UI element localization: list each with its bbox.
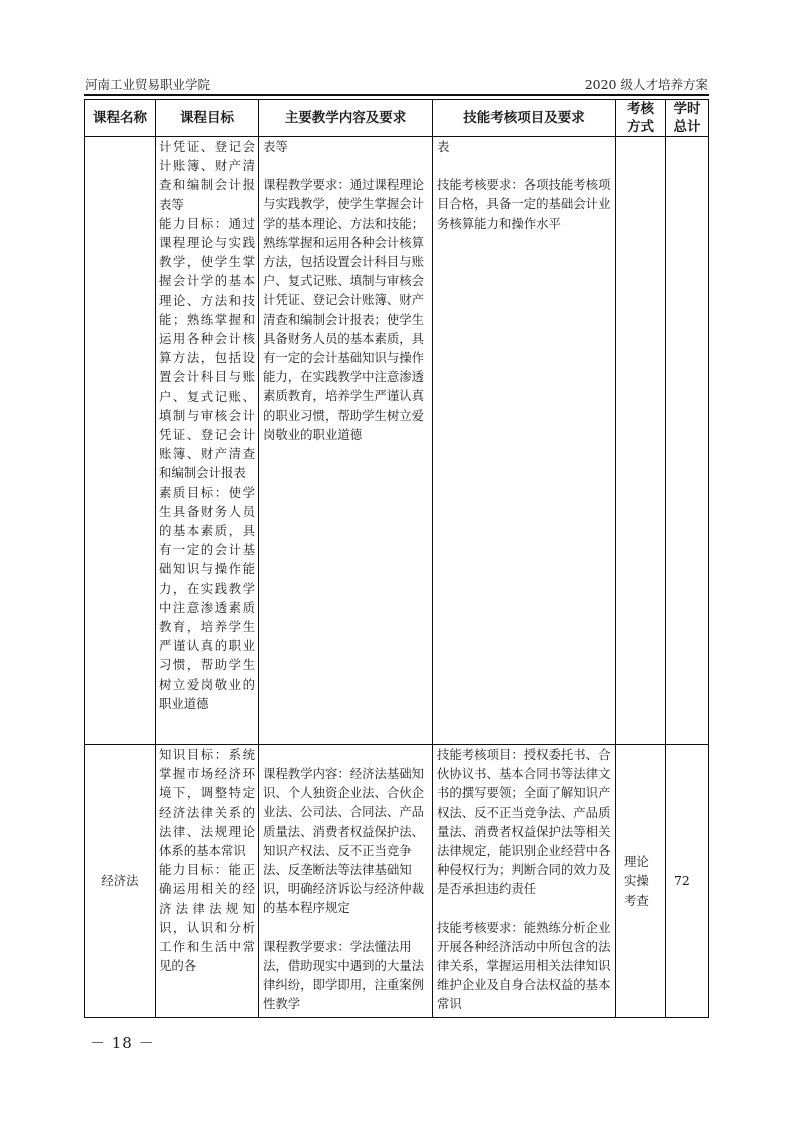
goal-paragraph: 计凭证、登记会计账簿、财产清查和编制会计报表等 xyxy=(159,139,255,212)
header-rule xyxy=(84,94,709,96)
content-cell xyxy=(259,745,433,1018)
method-line: 理论 xyxy=(624,854,649,870)
header-method xyxy=(616,100,666,137)
content-spacer xyxy=(263,918,428,937)
goal-paragraph: 素质目标：使学生具备财务人员的基本素质，具有一定的会计基础知识与操作能力，在实践教学中注意渗透素质教育，培养学生严谨认真的职业习惯，帮助学生树立爱岗敬业的职业道德 xyxy=(159,484,255,711)
header-method-line2: 方式 xyxy=(627,119,654,135)
skills-spacer xyxy=(437,156,611,175)
header-course-goal: 课程目标 xyxy=(156,100,259,137)
course-name-cell xyxy=(85,137,156,745)
skills-paragraph: 技能考核要求：能熟练分析企业开展各种经济活动中所包含的法律关系，掌握运用相关法律知识维护企业及自身合法权益的基本常识 xyxy=(437,919,611,1012)
skills-cell xyxy=(433,745,616,1018)
header-hours-line2: 总计 xyxy=(673,119,701,135)
goal-paragraph: 知识目标：系统掌握市场经济环境下，调整特定经济法律关系的法律、法规理论体系的基本常识 xyxy=(159,747,255,859)
course-goal-cell xyxy=(156,137,259,745)
content-paragraph: 课程教学要求：学法懂法用法，借助现实中遇到的大量法律纠纷，即学即用，注重案例性教学 xyxy=(263,938,425,1012)
content-paragraph: 课程教学内容：经济法基础知识、个人独资企业法、合伙企业法、公司法、合同法、产品质量法、消费者权益保护法、知识产权法、反不正当竞争法、反垄断法等法律基础知识，明确经济诉讼与经济仲裁的基本程序规定 xyxy=(263,766,425,916)
hours-cell: 72 xyxy=(666,745,709,1018)
method-cell xyxy=(616,137,666,745)
content-spacer xyxy=(263,745,428,764)
course-name-cell: 经济法 xyxy=(85,745,156,1018)
header-document-title: 2020 级人才培养方案 xyxy=(584,77,708,92)
content-paragraph: 表等 xyxy=(263,139,288,154)
skills-paragraph: 技能考核项目：授权委托书、合伙协议书、基本合同书等法律文书的撰写要领；全面了解知识产权法、反不正当竞争法、产品质量法、消费者权益保护法等相关法律规定，能识别企业经营中各种侵权行为；判断合同的效力及是否承担违约责任 xyxy=(437,747,611,897)
table-row xyxy=(85,137,709,745)
skills-spacer xyxy=(437,899,611,918)
table-row xyxy=(85,745,709,1018)
table-header-row xyxy=(85,100,709,137)
header-content: 主要教学内容及要求 xyxy=(259,100,433,137)
content-paragraph: 课程教学要求：通过课程理论与实践教学，使学生掌握会计学的基本理论、方法和技能；熟练掌握和运用各种会计核算方法，包括设置会计科目与账户、复式记账、填制与审核会计凭证、登记会计账簿、财产清查和编制会计报表；使学生具备财务人员的基本素质，具有一定的会计基础知识与操作能力，在实践教学中注意渗透素质教育，培养学生严谨认真的职业习惯，帮助学生树立爱岗敬业的职业道德 xyxy=(263,177,425,442)
method-line: 实操 xyxy=(624,873,649,889)
header-skills: 技能考核项目及要求 xyxy=(433,100,616,137)
header-course-name: 课程名称 xyxy=(85,100,156,137)
method-line: 考查 xyxy=(624,892,649,908)
skills-paragraph: 技能考核要求：各项技能考核项目合格，具备一定的基础会计业务核算能力和操作水平 xyxy=(437,177,611,231)
header-hours xyxy=(666,100,709,137)
skills-paragraph: 表 xyxy=(437,139,450,154)
content-spacer xyxy=(263,156,428,175)
course-goal-cell xyxy=(156,745,259,1018)
header-institution: 河南工业贸易职业学院 xyxy=(85,77,211,92)
goal-paragraph: 能力目标：能正确运用相关的经济法律法规知识，认识和分析工作和生活中常见的各 xyxy=(159,862,255,974)
goal-paragraph: 能力目标：通过课程理论与实践教学，使学生掌握会计学的基本理论、方法和技能；熟练掌握和运用各种会计核算方法，包括设置会计科目与账户、复式记账、填制与审核会计凭证、登记会计账簿、财产清查和编制会计报表 xyxy=(159,215,255,481)
page-number: － 18 － xyxy=(90,1034,155,1052)
content-cell xyxy=(259,137,433,745)
method-cell xyxy=(616,745,666,1018)
header-method-line1: 考核 xyxy=(627,101,654,117)
hours-cell xyxy=(666,137,709,745)
curriculum-table xyxy=(84,99,709,1018)
header-hours-line1: 学时 xyxy=(673,101,701,117)
skills-cell xyxy=(433,137,616,745)
